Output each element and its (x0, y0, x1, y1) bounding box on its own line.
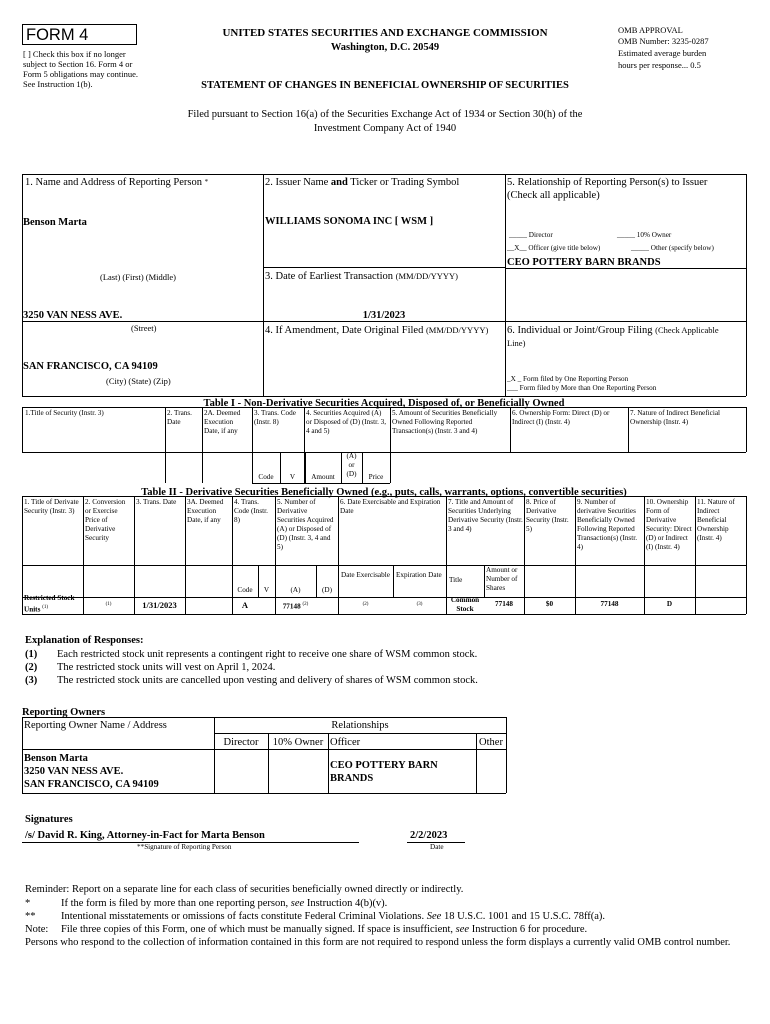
issuer-name: WILLIAMS SONOMA INC [ WSM ] (265, 216, 434, 227)
owner-name: Benson Marta (24, 753, 88, 764)
name-parts-label: (Last) (First) (Middle) (100, 272, 177, 282)
note-mark: Note: (25, 924, 49, 935)
omb-approval: OMB APPROVAL (618, 25, 683, 35)
explanation-text-1: Each restricted stock unit represents a contingent right to receive one share of WSM common stock. (57, 649, 478, 660)
owners-col-director: Director (223, 737, 259, 748)
filed-pursuant-2: Investment Company Act of 1940 (313, 123, 457, 134)
t1-sub-price: Price (368, 473, 384, 481)
explanation-num-2: (2) (25, 662, 38, 673)
omb-number: OMB Number: 3235-0287 (618, 36, 709, 46)
explanations-title: Explanation of Responses: (25, 635, 144, 646)
t2-col-date: 3. Trans. Date (136, 498, 177, 506)
row-conversion: (1) (105, 602, 112, 607)
t1-col-amount-owned: 5. Amount of Securities Beneficially Owned Following Reported Transaction(s) (Instr. 3 and 4) (392, 409, 498, 435)
omb-burden-2: hours per response... 0.5 (618, 60, 701, 70)
t2-col-number: 5. Number of Derivative Securities Acquired (A) or Disposed of (D) (Instr. 3, 4 and 5) (277, 498, 334, 551)
explanation-text-3: The restricted stock units are cancelled upon vesting and delivery of shares of WSM common stock. (57, 675, 478, 686)
explanation-num-3: (3) (25, 675, 38, 686)
signer-name: /s/ David R. King, Attorney-in-Fact for Marta Benson (25, 830, 265, 841)
owner-officer-title: CEO POTTERY BARN BRANDS (330, 760, 438, 784)
box4-label: 4. If Amendment, Date Original Filed (MM/DD/YYYY) (265, 325, 489, 336)
row-trans-code: A (241, 600, 249, 610)
t2-col-code: 4. Trans. Code (Instr. 8) (234, 498, 268, 524)
t1-col-code: 3. Trans. Code (Instr. 8) (254, 409, 296, 426)
filed-pursuant-1: Filed pursuant to Section 16(a) of the Securities Exchange Act of 1934 or Section 30(h) of the (187, 109, 583, 120)
row-price: $0 (545, 600, 554, 608)
t2-col-price: 8. Price of Derivative Security (Instr. 5) (526, 498, 569, 533)
officer-title: CEO POTTERY BARN BRANDS (507, 257, 661, 268)
t1-sub-code: Code (258, 473, 274, 481)
form-title: FORM 4 (26, 26, 89, 44)
row-expiration: (3) (416, 602, 423, 607)
owners-col-relationships: Relationships (331, 720, 389, 731)
t2-sub-exercisable: Date Exercisable (341, 571, 390, 579)
footnote-star2-mark: ** (25, 911, 36, 922)
t2-col-underlying: 7. Title and Amount of Securities Underlying Derivative Security (Instr. 3 and 4) (448, 498, 523, 533)
t1-sub-v: V (289, 473, 296, 481)
t2-sub-amount: Amount or Number of Shares (486, 566, 518, 592)
checkbox-note: [ ] Check this box if no longer subject to Section 16. Form 4 or Form 5 obligations may continue. See Instruction 1(b). (23, 49, 138, 89)
table1-title: Table I - Non-Derivative Securities Acquired, Disposed of, or Beneficially Owned (203, 398, 565, 409)
row-exercisable: (2) (362, 602, 369, 607)
row-ownership-form: D (666, 600, 673, 608)
t2-sub-title: Title (449, 576, 463, 584)
footnote-star2: Intentional misstatements or omissions of facts constitute Federal Criminal Violations. See 18 U.S.C. 1001 and 15 U.S.C. 78ff(a). (61, 911, 606, 922)
signatures-title: Signatures (25, 814, 73, 825)
t2-col-form: 10. Ownership Form of Derivative Security: Direct (D) or Indirect (I) (Instr. 4) (646, 498, 692, 551)
t1-col-nature: 7. Nature of Indirect Beneficial Ownership (Instr. 4) (630, 409, 721, 426)
note-text: File three copies of this Form, one of which must be manually signed. If space is insufficient, see Instruction 6 for procedure. (61, 924, 588, 935)
owners-col-other: Other (479, 737, 503, 748)
date-label: Date (430, 843, 444, 851)
filing-one-person: _X _ Form filed by One Reporting Person (507, 375, 629, 383)
t1-col-ownership: 6. Ownership Form: Direct (D) or Indirect (I) (Instr. 4) (512, 409, 610, 426)
row-owned-following: 77148 (600, 600, 619, 608)
t2-col-title: 1. Title of Derivate Security (Instr. 3) (24, 498, 79, 515)
t2-sub-d: (D) (322, 586, 332, 594)
reminder-text: Reminder: Report on a separate line for each class of securities beneficially owned directly or indirectly. (25, 884, 464, 895)
t1-col-acquired: 4. Securities Acquired (A) or Disposed of (D) (Instr. 3, 4 and 5) (306, 409, 387, 435)
owners-col-name: Reporting Owner Name / Address (24, 720, 167, 731)
signature-date: 2/2/2023 (410, 830, 448, 841)
row-acquired: 77148 $^{(2)}$ (282, 602, 309, 611)
row-security: Restricted Stock Units $^{(1)}$ (24, 594, 75, 614)
city-label: (City) (State) (Zip) (106, 376, 171, 386)
footnote-star1: If the form is filed by more than one reporting person, see Instruction 4(b)(v). (61, 898, 388, 909)
t2-sub-v: V (263, 586, 270, 594)
box6-label: 6. Individual or Joint/Group Filing (Check Applicable Line) (507, 325, 719, 348)
row-underlying-amount: 77148 (495, 600, 513, 608)
reporting-person-name: Benson Marta (23, 217, 87, 228)
statement-title: STATEMENT OF CHANGES IN BENEFICIAL OWNERSHIP OF SECURITIES (201, 80, 569, 91)
agency-location: Washington, D.C. 20549 (330, 42, 440, 53)
t1-sub-a-or-d: (A) or (D) (346, 452, 357, 478)
row-underlying-title: Common Stock (450, 596, 480, 613)
t2-col-exercisable: 6. Date Exercisable and Expiration Date (340, 498, 441, 515)
reporting-owners-title: Reporting Owners (22, 707, 106, 718)
footnote-star1-mark: * (25, 898, 31, 909)
box5-label: 5. Relationship of Reporting Person(s) to Issuer (507, 177, 708, 188)
owner-city: SAN FRANCISCO, CA 94109 (24, 779, 159, 790)
t2-col-conversion: 2. Conversion or Exercise Price of Derivative Security (85, 498, 126, 542)
filing-more-persons: ___ Form filed by More than One Reporting Person (507, 384, 657, 392)
t2-sub-a: (A) (290, 586, 301, 594)
signature-label: **Signature of Reporting Person (137, 843, 232, 851)
owners-col-ten-pct: 10% Owner (272, 737, 324, 748)
box5-sub: (Check all applicable) (507, 190, 600, 201)
row-trans-date: 1/31/2023 (142, 600, 177, 610)
t2-col-nature: 11. Nature of Indirect Beneficial Ownership (Instr. 4) (697, 498, 735, 542)
t2-col-owned: 9. Number of derivative Securities Beneficially Owned Following Reported Transaction(s) (Instr. 4) (577, 498, 638, 551)
t2-sub-expiration: Expiration Date (396, 571, 442, 579)
explanation-text-2: The restricted stock units will vest on April 1, 2024. (57, 662, 276, 673)
owners-col-officer: Officer (330, 737, 361, 748)
t1-col-date: 2. Trans. Date (167, 409, 192, 426)
t2-col-deemed: 3A. Deemed Execution Date, if any (187, 498, 224, 524)
owner-street: 3250 VAN NESS AVE. (24, 766, 124, 777)
t2-sub-code: Code (237, 586, 253, 594)
t1-sub-amount: Amount (311, 473, 335, 481)
street-label: (Street) (131, 323, 157, 333)
relationship-ten-pct: _____ 10% Owner (617, 231, 672, 239)
relationship-other: _____ Other (specify below) (631, 244, 714, 252)
agency-name: UNITED STATES SECURITIES AND EXCHANGE COMMISSION (222, 27, 548, 39)
box1-label: 1. Name and Address of Reporting Person * (25, 177, 209, 188)
explanation-num-1: (1) (25, 649, 38, 660)
relationship-officer: __X__ Officer (give title below) (507, 244, 601, 252)
t1-col-title: 1.Title of Security (Instr. 3) (25, 409, 104, 417)
t1-col-deemed: 2A. Deemed Execution Date, if any (204, 409, 241, 435)
omb-burden-1: Estimated average burden (618, 48, 707, 58)
table2-title: Table II - Derivative Securities Beneficially Owned (e.g., puts, calls, warrants, options, convertible securities) (141, 487, 627, 498)
box3-label: 3. Date of Earliest Transaction (MM/DD/YYYY) (265, 271, 458, 282)
box2-label: 2. Issuer Name and Ticker or Trading Symbol (265, 177, 460, 188)
relationship-director: _____ Director (509, 231, 553, 239)
form-title-box (22, 24, 137, 45)
reporting-person-city: SAN FRANCISCO, CA 94109 (23, 361, 158, 372)
reporting-person-street: 3250 VAN NESS AVE. (23, 310, 123, 321)
earliest-transaction-date: 1/31/2023 (362, 310, 406, 321)
omb-control-text: Persons who respond to the collection of information contained in this form are not required to respond unless the form displays a currently valid OMB control number. (25, 937, 731, 948)
